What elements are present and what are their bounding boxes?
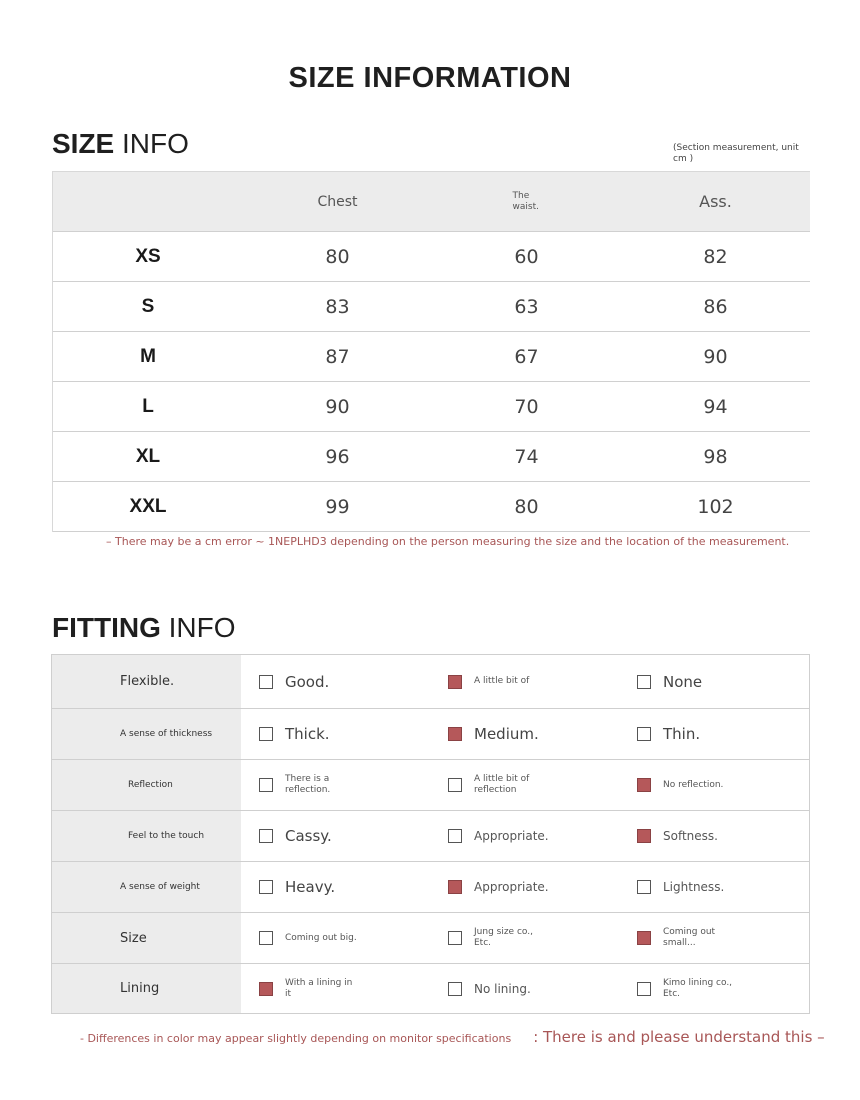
fitting-row: [52, 862, 809, 913]
unchecked-checkbox[interactable]: [259, 727, 273, 741]
fitting-label: Reflection: [52, 760, 241, 810]
page-title: SIZE INFORMATION: [288, 62, 572, 94]
fitting-option-label: Lightness.: [663, 880, 725, 894]
waist-value: 70: [514, 395, 539, 418]
fitting-option-label: Cassy.: [285, 827, 332, 845]
checked-checkbox[interactable]: [637, 829, 651, 843]
size-table-body: [53, 232, 810, 532]
fitting-option-label: Softness.: [663, 829, 718, 843]
chest-value: 87: [325, 345, 350, 368]
size-label: XL: [135, 445, 161, 467]
size-label: M: [140, 345, 156, 367]
fitting-option-label: Thin.: [663, 725, 701, 743]
color-disclaimer-part1: - Differences in color may appear slightly depending on monitor specifications: [80, 1032, 512, 1045]
size-label: XS: [135, 245, 161, 267]
unchecked-checkbox[interactable]: [448, 982, 462, 996]
fitting-option[interactable]: [430, 913, 619, 963]
fitting-row: [52, 760, 809, 811]
fitting-row: [52, 964, 809, 1013]
size-info-title-bold: SIZE: [52, 128, 115, 159]
unchecked-checkbox[interactable]: [448, 778, 462, 792]
fitting-option[interactable]: [241, 655, 430, 708]
fitting-option-label: With a lining in it: [285, 977, 353, 999]
chest-value: 99: [325, 495, 350, 518]
fitting-option-label: There is a reflection.: [285, 774, 331, 795]
fitting-option[interactable]: [619, 811, 808, 861]
fitting-label: A sense of thickness: [52, 709, 241, 759]
fitting-option[interactable]: [430, 862, 619, 912]
unchecked-checkbox[interactable]: [637, 982, 651, 996]
fitting-option-label: Coming out small...: [663, 927, 716, 948]
fitting-label: Flexible.: [52, 655, 241, 708]
chest-value: 83: [325, 295, 350, 318]
checked-checkbox[interactable]: [637, 778, 651, 792]
fitting-option[interactable]: [619, 913, 808, 963]
fitting-option[interactable]: [241, 811, 430, 861]
checked-checkbox[interactable]: [448, 880, 462, 894]
ass-value: 102: [697, 495, 734, 518]
fitting-option[interactable]: [430, 964, 619, 1013]
fitting-option-label: No lining.: [474, 981, 531, 996]
unchecked-checkbox[interactable]: [637, 727, 651, 741]
fitting-option-label: None: [663, 672, 703, 691]
checked-checkbox[interactable]: [448, 675, 462, 689]
unchecked-checkbox[interactable]: [259, 778, 273, 792]
header-ass: Ass.: [699, 192, 732, 211]
header-waist-label: The waist.: [512, 190, 539, 212]
ass-value: 94: [703, 395, 728, 418]
fitting-info-title-light: INFO: [168, 612, 236, 643]
chest-value: 90: [325, 395, 350, 418]
fitting-option-label: Thick.: [285, 725, 330, 743]
fitting-option-label: Kimo lining co., Etc.: [663, 977, 733, 999]
fitting-option[interactable]: [241, 862, 430, 912]
fitting-option-label: Appropriate.: [474, 880, 549, 894]
fitting-option-label: A little bit of reflection: [474, 774, 530, 795]
fitting-option[interactable]: [241, 913, 430, 963]
waist-value: 63: [514, 295, 539, 318]
color-disclaimer-part2: : There is and please understand this –: [533, 1028, 825, 1046]
checked-checkbox[interactable]: [637, 931, 651, 945]
size-label: L: [142, 395, 154, 417]
color-disclaimer: [80, 1027, 825, 1046]
table-row: [53, 332, 810, 382]
size-label: S: [141, 295, 155, 317]
measurement-error-note: – There may be a cm error ~ 1NEPLHD3 depending on the person measuring the size and the location of the measurement.: [106, 535, 790, 548]
header-chest: Chest: [317, 193, 358, 210]
fitting-option-label: Medium.: [474, 725, 539, 743]
fitting-option[interactable]: [241, 964, 430, 1013]
fitting-option[interactable]: [619, 862, 808, 912]
size-info-title-light: INFO: [122, 128, 189, 159]
fitting-option[interactable]: [430, 760, 619, 810]
size-info-title: [52, 128, 189, 160]
fitting-info-title: [52, 612, 236, 644]
fitting-row: [52, 913, 809, 964]
header-size: [53, 172, 243, 231]
table-row: [53, 282, 810, 332]
fitting-info-title-bold: FITTING: [52, 612, 161, 643]
table-row: [53, 382, 810, 432]
fitting-option[interactable]: [241, 760, 430, 810]
unchecked-checkbox[interactable]: [259, 829, 273, 843]
fitting-option[interactable]: [430, 709, 619, 759]
fitting-row: [52, 811, 809, 862]
fitting-label: Feel to the touch: [52, 811, 241, 861]
table-row: [53, 482, 810, 532]
waist-value: 67: [514, 345, 539, 368]
unit-note: (Section measurement, unit cm ): [673, 143, 799, 164]
fitting-option[interactable]: [430, 811, 619, 861]
fitting-option-label: Heavy.: [285, 878, 336, 896]
fitting-option[interactable]: [619, 655, 808, 708]
fitting-option-label: Coming out big.: [285, 932, 357, 943]
waist-value: 80: [514, 495, 539, 518]
ass-value: 86: [703, 295, 728, 318]
fitting-option[interactable]: [241, 709, 430, 759]
checked-checkbox[interactable]: [448, 727, 462, 741]
size-table-header: [53, 172, 810, 232]
fitting-option-label: Good.: [285, 672, 330, 691]
chest-value: 80: [325, 245, 350, 268]
size-label: XXL: [129, 495, 167, 517]
fitting-option[interactable]: [619, 760, 808, 810]
size-table: [52, 171, 810, 532]
fitting-option-label: No reflection.: [663, 779, 724, 790]
waist-value: 60: [514, 245, 539, 268]
fitting-label: Size: [52, 913, 241, 963]
unchecked-checkbox[interactable]: [259, 931, 273, 945]
fitting-row: [52, 709, 809, 760]
fitting-option[interactable]: [430, 655, 619, 708]
unchecked-checkbox[interactable]: [448, 829, 462, 843]
header-waist: [432, 172, 621, 231]
chest-value: 96: [325, 445, 350, 468]
fitting-option[interactable]: [619, 709, 808, 759]
unchecked-checkbox[interactable]: [637, 880, 651, 894]
ass-value: 82: [703, 245, 728, 268]
fitting-label: Lining: [52, 964, 241, 1013]
table-row: [53, 432, 810, 482]
fitting-row: [52, 655, 809, 709]
unchecked-checkbox[interactable]: [637, 675, 651, 689]
fitting-label: A sense of weight: [52, 862, 241, 912]
table-row: [53, 232, 810, 282]
waist-value: 74: [514, 445, 539, 468]
unchecked-checkbox[interactable]: [448, 931, 462, 945]
checked-checkbox[interactable]: [259, 982, 273, 996]
ass-value: 98: [703, 445, 728, 468]
fitting-option-label: Appropriate.: [474, 829, 549, 843]
fitting-option-label: A little bit of: [474, 676, 530, 686]
fitting-option-label: Jung size co., Etc.: [474, 927, 533, 948]
fitting-option[interactable]: [619, 964, 808, 1013]
ass-value: 90: [703, 345, 728, 368]
unchecked-checkbox[interactable]: [259, 880, 273, 894]
fitting-table: [51, 654, 810, 1014]
unchecked-checkbox[interactable]: [259, 675, 273, 689]
